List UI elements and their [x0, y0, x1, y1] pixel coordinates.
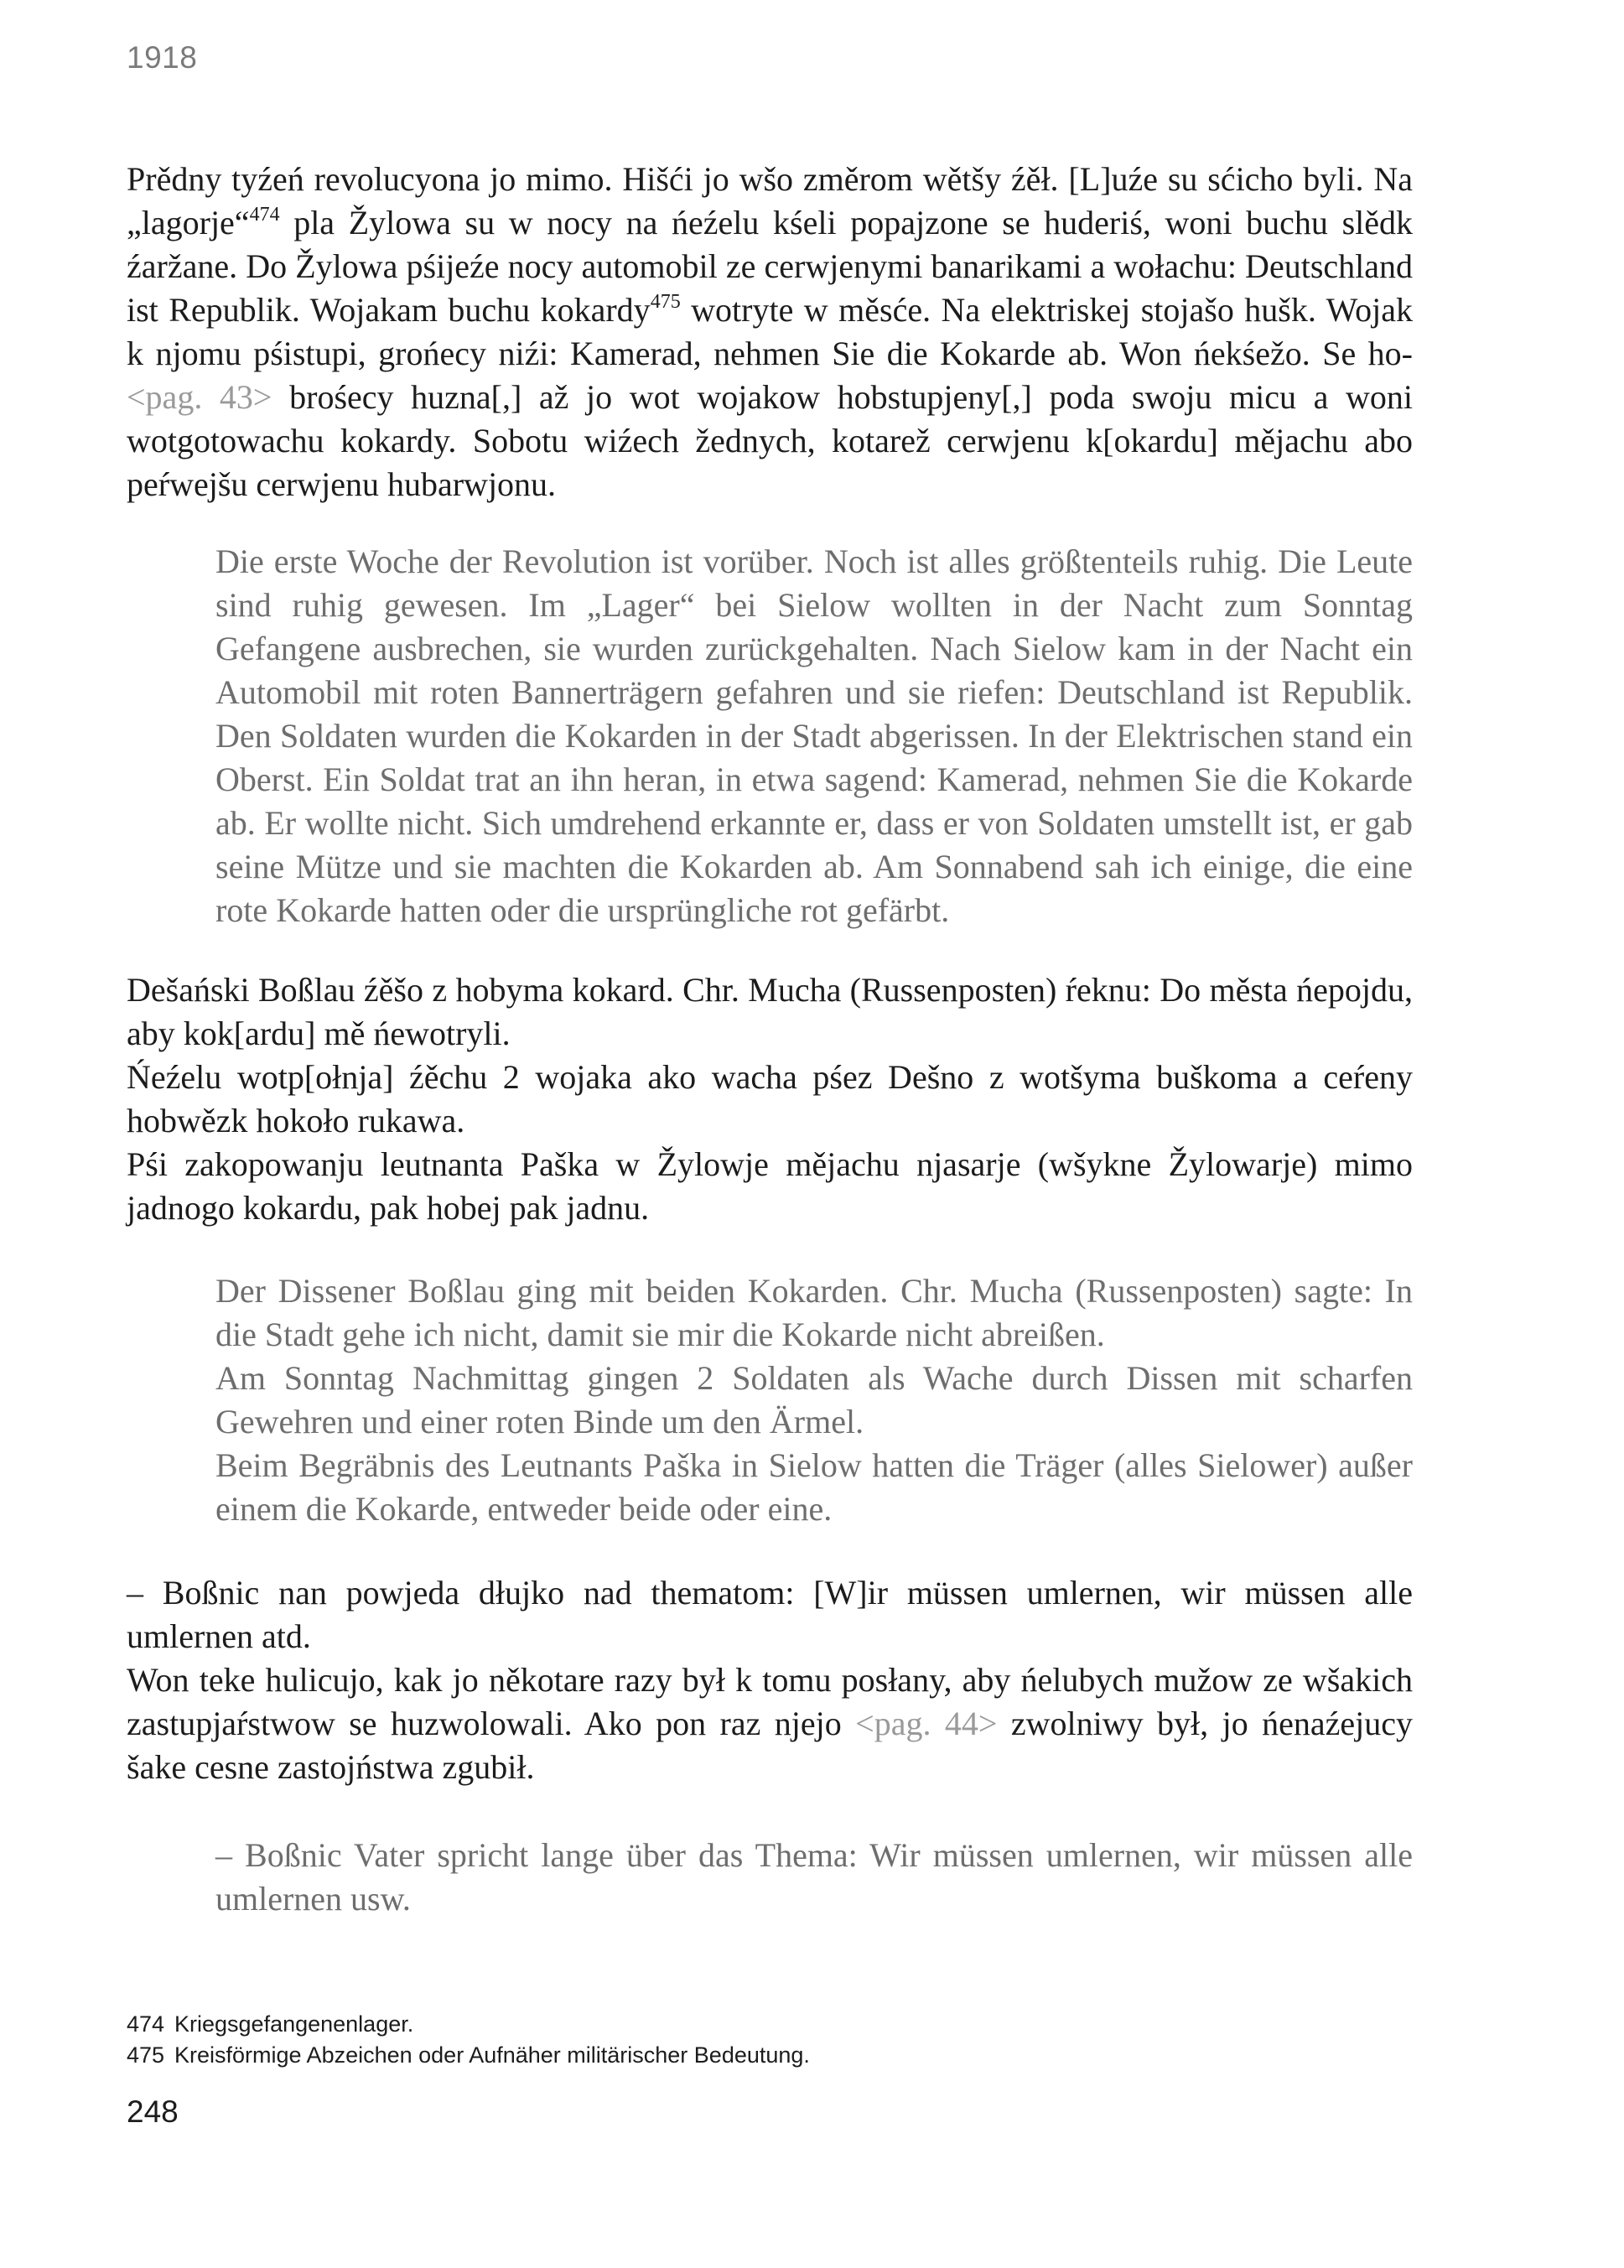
text-segment: brośecy huzna[,] až jo wot wojakow hobstupjeny[,] poda swoju micu a woni wotgotowachu kokardy. Sobotu wiźech žednych, kotarež cerwjenu k[okardu] mějachu abo peŕwejšu cerwjenu hubarwjonu. [127, 378, 1414, 503]
translation-paragraph: Der Dissener Boßlau ging mit beiden Kokarden. Chr. Mucha (Russenposten) sagte: In die Stadt gehe ich nicht, damit sie mir die Kokarde nicht abreißen. [215, 1272, 1413, 1353]
sorbian-paragraph-2 [127, 968, 1413, 1230]
text-paragraph: – Boßnic nan powjeda dłujko nad thematom: [W]ir müssen umlernen, wir müssen alle umlernen atd. [127, 1574, 1413, 1655]
sorbian-paragraph-1 [127, 158, 1413, 506]
german-translation-2 [215, 1269, 1413, 1531]
translation-paragraph: Die erste Woche der Revolution ist vorüber. Noch ist alles größtenteils ruhig. Die Leute sind ruhig gewesen. Im „Lager“ bei Sielow wollten in der Nacht zum Sonntag Gefangene ausbrechen, sie wurden zurückgehalten. Nach Sielow kam in der Nacht ein Automobil mit roten Bannerträgern gefahren und sie riefen: Deutschland ist Republik. Den Soldaten wurden die Kokarden in der Stadt abgerissen. In der Elektrischen stand ein Oberst. Ein Soldat trat an ihn heran, in etwa sagend: Kamerad, nehmen Sie die Kokarde ab. Er wollte nicht. Sich umdrehend erkannte er, dass er von Soldaten umstellt ist, er gab seine Mütze und sie machten die Kokarden ab. Am Sonnabend sah ich einige, die eine rote Kokarde hatten oder die ursprüngliche rot gefärbt. [215, 542, 1413, 929]
text-segment: Won teke hulicujo, kak jo někotare razy był k tomu posłany, aby ńelubych mužow ze wšakich zastupjaŕstwow se huzwolowali. Ako pon raz njejo [127, 1661, 1413, 1742]
running-head: 1918 [127, 40, 198, 75]
footnote-ref[interactable]: 474 [249, 203, 280, 226]
translation-paragraph: Am Sonntag Nachmittag gingen 2 Soldaten als Wache durch Dissen mit scharfen Gewehren und einer roten Binde um den Ärmel. [215, 1359, 1413, 1440]
sorbian-paragraph-3 [127, 1571, 1413, 1789]
text-segment: zwolniwy był, jo ńenaźejucy šake cesne zastojństwa zgubił. [127, 1705, 1413, 1786]
page-marker: <pag. 44> [855, 1705, 998, 1742]
footnote-text: Kreisförmige Abzeichen oder Aufnäher militärischer Bedeutung. [174, 2042, 810, 2068]
footnote-number: 474 [127, 2011, 165, 2037]
text-paragraph: Pśi zakopowanju leutnanta Paška w Žylowje mějachu njasarje (wšykne Žylowarje) mimo jadnogo kokardu, pak hobej pak jadnu. [127, 1145, 1413, 1227]
translation-paragraph: – Boßnic Vater spricht lange über das Thema: Wir müssen umlernen, wir müssen alle umlernen usw. [215, 1836, 1413, 1918]
footnotes [127, 2009, 1413, 2071]
translation-paragraph: Beim Begräbnis des Leutnants Paška in Sielow hatten die Träger (alles Sielower) außer einem die Kokarde, entweder beide oder eine. [215, 1446, 1413, 1528]
footnote-text: Kriegsgefangenenlager. [174, 2011, 414, 2037]
german-translation-1 [215, 540, 1413, 932]
page-marker: <pag. 43> [127, 378, 272, 416]
text-segment: wotryte w měsće. Na elektriskej stojašo hušk. Wojak k njomu pśistupi, grońecy niźi: Kamerad, nehmen Sie die Kokarde ab. Won ńekśežo. Se ho- [127, 291, 1413, 372]
german-translation-3 [215, 1834, 1413, 1921]
text-paragraph [127, 1658, 1413, 1789]
footnote [127, 2009, 1413, 2040]
footnote [127, 2040, 1413, 2071]
footnote-number: 475 [127, 2042, 165, 2068]
text-segment: Prědny tyźeń revolucyona jo mimo. Hišći jo wšo změrom wětšy źěł. [L]uźe su sćicho byli. Na „lagorje“ [127, 160, 1413, 241]
text-paragraph: Ńeźelu wotp[ołnja] źěchu 2 wojaka ako wacha pśez Dešno z wotšyma buškoma a ceŕeny hobwězk hokoło rukawa. [127, 1058, 1413, 1139]
footnote-ref[interactable]: 475 [650, 290, 681, 313]
page-number: 248 [127, 2094, 179, 2129]
text-segment: pla Žylowa su w nocy na ńeźelu kśeli popajzone se huderiś, woni buchu slědk źaržane. Do Žylowa pśijeźe nocy automobil ze cerwjenymi banarikami a wołachu: Deutschland ist Republik. Wojakam buchu kokardy [127, 204, 1413, 329]
text-paragraph: Dešański Boßlau źěšo z hobyma kokard. Chr. Mucha (Russenposten) ŕeknu: Do města ńepojdu, aby kok[ardu] mě ńewotryli. [127, 971, 1413, 1052]
